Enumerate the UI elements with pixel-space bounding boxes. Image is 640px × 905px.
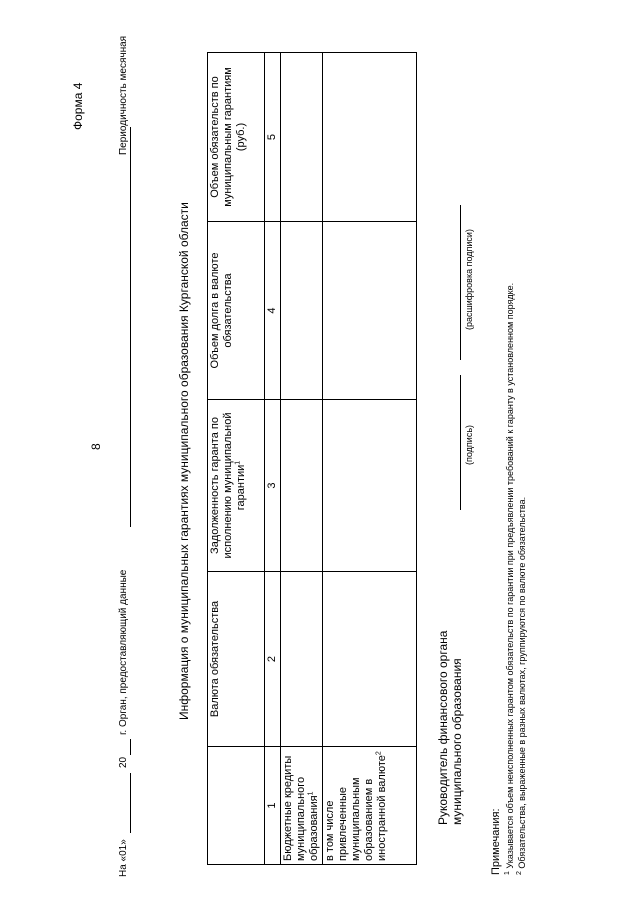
table-header-row (208, 53, 265, 865)
col-number-2: 2 (265, 572, 281, 747)
footnote-mark: 1 (504, 871, 511, 875)
table-cell (322, 53, 416, 222)
page-title: Информация о муниципальных гарантиях муниципального образования Курганской области (177, 202, 191, 720)
decode-label: (расшифровка подписи) (464, 229, 474, 330)
org-label: г. Орган, предоставляющий данные (118, 569, 129, 735)
col-number-3: 3 (265, 400, 281, 572)
signature-role-line1: Руководитель финансового органа (436, 630, 450, 825)
decode-line (460, 205, 461, 360)
col-number-4: 4 (265, 222, 281, 400)
table-cell (280, 222, 322, 400)
col-number-1: 1 (265, 747, 281, 865)
table-cell (322, 572, 416, 747)
signature-label: (подпись) (464, 424, 474, 465)
table-cell (322, 222, 416, 400)
table-row (322, 53, 416, 865)
signature-role-line2: муниципального образования (450, 658, 464, 825)
footnote-mark: 2 (375, 751, 383, 756)
header-cell-volume: Объем долга в валюте обязательства (208, 222, 265, 400)
note-item: $^1$ Указывается объем неисполненных гарантом обязательств по гарантии при предъявлении требований к гаранту в установленном порядке. (504, 282, 515, 875)
header-cell-currency: Валюта обязательства (208, 572, 265, 747)
header-cell-debt: Задолженность гаранта по исполнению муниципальной гарантии$^1$ (208, 400, 265, 572)
table-cell (322, 400, 416, 572)
col-number-5: 5 (265, 53, 281, 222)
header-cell-1 (208, 747, 265, 865)
guarantees-table (207, 52, 417, 865)
page-number: 8 (89, 443, 103, 450)
table-row (280, 53, 322, 865)
footnote-mark: 2 (516, 871, 523, 875)
footnote-mark: 1 (307, 791, 315, 796)
day-blank (130, 773, 131, 833)
notes-heading: Примечания: (490, 808, 502, 875)
row-label: в том числе привлеченные муниципальным образованием в иностранной валюте$^2$ (322, 747, 416, 865)
signature-line (460, 375, 461, 510)
org-blank (130, 127, 131, 527)
row-label: Бюджетные кредиты муниципального образования$^1$ (280, 747, 322, 865)
note-item: $^2$ Обязательства, выраженные в разных валютах, группируются по валюте обязательства. (516, 496, 527, 875)
table-cell (280, 400, 322, 572)
year-prefix: 20 (118, 756, 129, 768)
form-label: Форма 4 (71, 82, 85, 130)
table-number-row (265, 53, 281, 865)
date-prefix: На «01» (118, 839, 129, 877)
footnote-mark: 1 (234, 460, 242, 465)
header-cell-obligations: Объем обязательств по муниципальным гарантиям (руб.) (208, 53, 265, 222)
periodicity: Периодичность месячная (118, 35, 129, 155)
table-cell (280, 53, 322, 222)
table-cell (280, 572, 322, 747)
year-blank (130, 739, 131, 755)
